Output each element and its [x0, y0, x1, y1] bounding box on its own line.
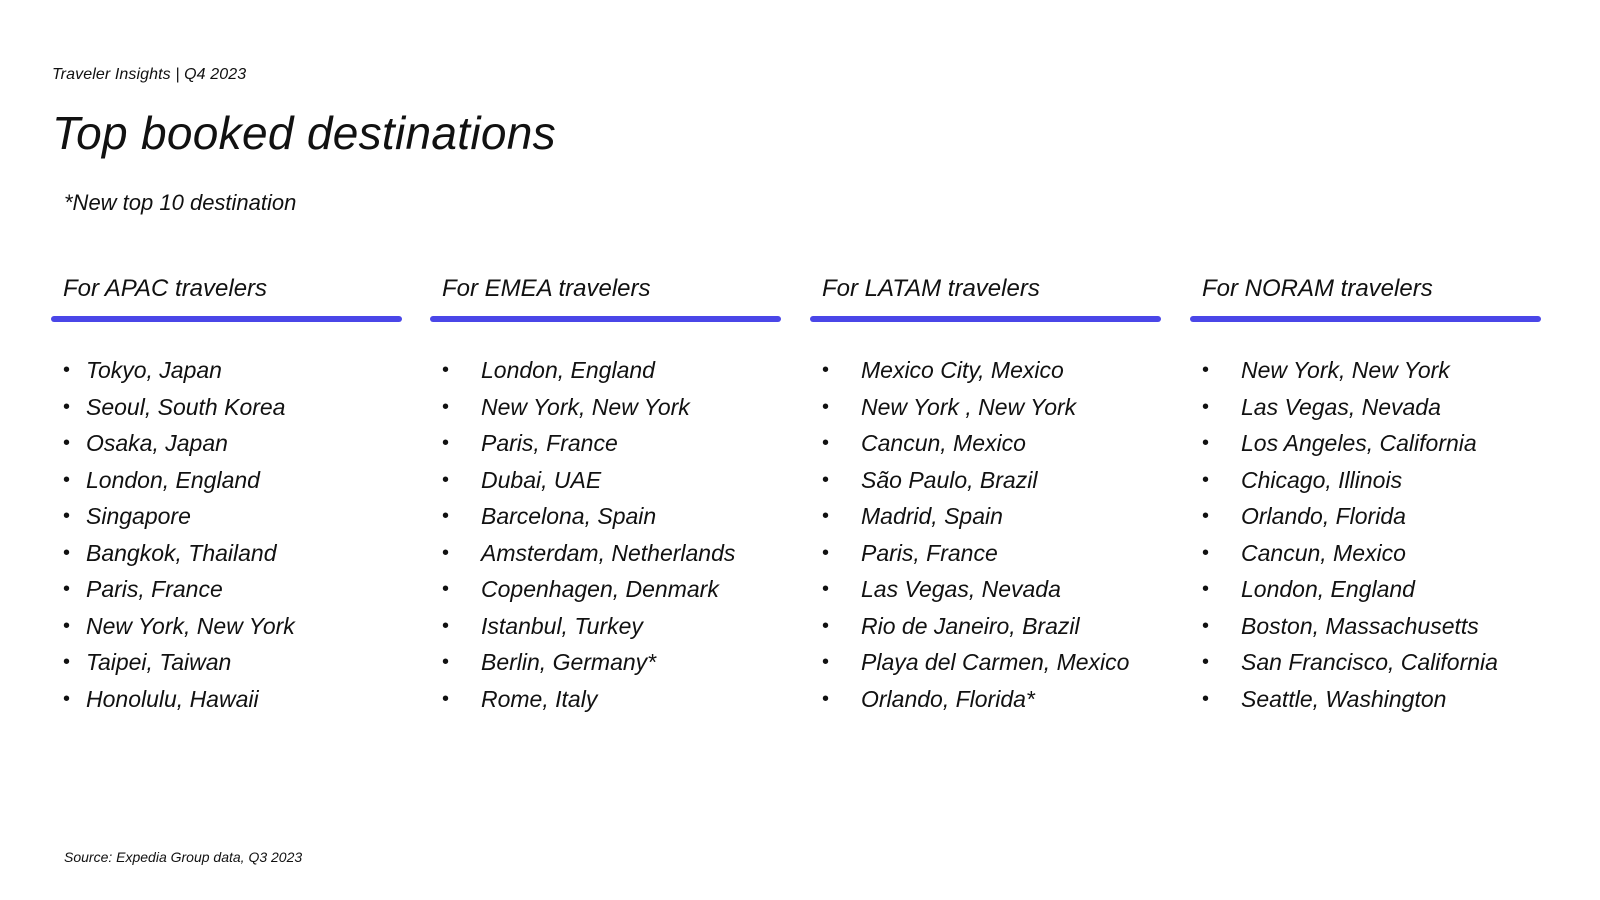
destination-item: [430, 644, 781, 681]
destination-label: San Francisco, California: [1241, 649, 1498, 675]
destination-item: [810, 644, 1161, 681]
destination-item: [810, 571, 1161, 608]
destination-item: [430, 462, 781, 499]
source-footnote: Source: Expedia Group data, Q3 2023: [64, 849, 303, 865]
destination-label: New York, New York: [1241, 357, 1450, 383]
destination-label: Rio de Janeiro, Brazil: [861, 612, 1080, 639]
destination-item: [810, 352, 1161, 389]
destination-label: Playa del Carmen, Mexico: [861, 649, 1130, 675]
destination-list-latam: [810, 352, 1161, 717]
bullet-icon: •: [63, 468, 71, 491]
eyebrow-label: Traveler Insights | Q4 2023: [52, 66, 247, 83]
column-divider: [1190, 316, 1541, 322]
destination-label: London, England: [481, 357, 655, 383]
destination-item: [51, 681, 402, 718]
page-title: Top booked destinations: [52, 107, 556, 159]
destination-item: [1190, 462, 1541, 499]
destination-item: [810, 608, 1161, 645]
bullet-icon: •: [822, 651, 830, 673]
destination-list-noram: [1190, 352, 1541, 717]
bullet-icon: •: [822, 468, 830, 491]
bullet-icon: •: [442, 541, 450, 564]
bullet-icon: •: [442, 505, 450, 527]
destination-item: [1190, 352, 1541, 389]
destination-label: São Paulo, Brazil: [861, 466, 1038, 493]
column-emea: [430, 274, 781, 717]
destination-label: Las Vegas, Nevada: [861, 576, 1061, 602]
destination-label: Chicago, Illinois: [1241, 466, 1403, 493]
bullet-icon: •: [1202, 578, 1210, 600]
destination-label: Tokyo, Japan: [86, 357, 222, 383]
column-heading-emea: For EMEA travelers: [442, 275, 651, 302]
destination-item: [810, 425, 1161, 462]
destination-item: [1190, 498, 1541, 535]
destination-list-emea: [430, 352, 781, 717]
destination-item: [430, 681, 781, 718]
destination-label: Paris, France: [86, 576, 223, 602]
destination-item: [430, 608, 781, 645]
column-latam: [810, 274, 1161, 717]
column-divider: [430, 316, 781, 322]
bullet-icon: •: [442, 395, 450, 418]
bullet-icon: •: [442, 687, 450, 710]
bullet-icon: •: [1202, 651, 1210, 673]
destination-item: [430, 352, 781, 389]
destination-item: [810, 462, 1161, 499]
bullet-icon: •: [822, 395, 830, 418]
destination-item: [810, 389, 1161, 426]
destination-item: [810, 498, 1161, 535]
bullet-icon: •: [63, 359, 71, 381]
bullet-icon: •: [1202, 468, 1210, 491]
destination-label: Osaka, Japan: [86, 430, 228, 456]
destination-item: [51, 644, 402, 681]
destination-label: London, England: [1241, 576, 1415, 602]
destination-item: [51, 352, 402, 389]
bullet-icon: •: [1202, 432, 1210, 454]
bullet-icon: •: [822, 541, 830, 564]
column-divider: [810, 316, 1161, 322]
destination-item: [1190, 681, 1541, 718]
destination-item: [1190, 608, 1541, 645]
bullet-icon: •: [63, 432, 71, 454]
bullet-icon: •: [63, 505, 71, 527]
destination-item: [430, 535, 781, 572]
destination-label: Dubai, UAE: [481, 466, 602, 493]
bullet-icon: •: [822, 505, 830, 527]
destination-label: Orlando, Florida*: [861, 685, 1035, 712]
destination-label: Berlin, Germany*: [481, 649, 657, 675]
bullet-icon: •: [442, 614, 450, 637]
destination-item: [51, 498, 402, 535]
bullet-icon: •: [1202, 541, 1210, 564]
bullet-icon: •: [1202, 359, 1210, 381]
destination-item: [51, 389, 402, 426]
destination-label: Barcelona, Spain: [481, 503, 657, 529]
destination-label: New York, New York: [86, 612, 295, 639]
column-apac: [51, 274, 402, 717]
bullet-icon: •: [822, 432, 830, 454]
bullet-icon: •: [63, 578, 71, 600]
bullet-icon: •: [1202, 505, 1210, 527]
destination-item: [1190, 389, 1541, 426]
bullet-icon: •: [63, 541, 71, 564]
destination-item: [810, 535, 1161, 572]
destination-item: [430, 389, 781, 426]
destination-item: [1190, 425, 1541, 462]
destination-label: London, England: [86, 466, 260, 493]
destination-item: [51, 608, 402, 645]
destination-item: [430, 498, 781, 535]
column-heading-apac: For APAC travelers: [63, 275, 268, 302]
column-heading-noram: For NORAM travelers: [1202, 275, 1433, 302]
destination-label: Las Vegas, Nevada: [1241, 393, 1441, 420]
destination-list-apac: [51, 352, 402, 717]
destination-label: Bangkok, Thailand: [86, 539, 277, 566]
column-heading-latam: For LATAM travelers: [822, 275, 1040, 302]
destination-label: New York, New York: [481, 393, 690, 420]
bullet-icon: •: [822, 578, 830, 600]
destination-item: [51, 425, 402, 462]
destination-item: [810, 681, 1161, 718]
destination-label: Mexico City, Mexico: [861, 357, 1064, 383]
destination-label: Los Angeles, California: [1241, 430, 1477, 456]
destination-label: Madrid, Spain: [861, 503, 1003, 529]
destination-label: Rome, Italy: [481, 685, 598, 712]
bullet-icon: •: [63, 614, 71, 637]
destination-item: [1190, 571, 1541, 608]
bullet-icon: •: [442, 359, 450, 381]
new-destination-note: *New top 10 destination: [64, 190, 297, 215]
destination-item: [51, 462, 402, 499]
destination-label: Honolulu, Hawaii: [86, 685, 259, 712]
destination-label: Taipei, Taiwan: [86, 649, 232, 675]
column-noram: [1190, 274, 1541, 717]
destination-label: Copenhagen, Denmark: [481, 576, 719, 602]
destination-label: Istanbul, Turkey: [481, 612, 643, 639]
bullet-icon: •: [822, 614, 830, 637]
destination-item: [51, 571, 402, 608]
destination-label: Cancun, Mexico: [861, 430, 1026, 456]
bullet-icon: •: [63, 651, 71, 673]
bullet-icon: •: [442, 651, 450, 673]
bullet-icon: •: [442, 432, 450, 454]
destination-label: Singapore: [86, 503, 191, 529]
destination-item: [1190, 535, 1541, 572]
bullet-icon: •: [442, 578, 450, 600]
destination-label: Orlando, Florida: [1241, 503, 1406, 529]
column-divider: [51, 316, 402, 322]
destination-item: [430, 425, 781, 462]
destination-label: Paris, France: [861, 539, 998, 566]
bullet-icon: •: [822, 687, 830, 710]
destination-item: [430, 571, 781, 608]
bullet-icon: •: [1202, 395, 1210, 418]
bullet-icon: •: [822, 359, 830, 381]
bullet-icon: •: [442, 468, 450, 491]
destination-item: [51, 535, 402, 572]
destination-label: Boston, Massachusetts: [1241, 612, 1479, 639]
bullet-icon: •: [1202, 687, 1210, 710]
destination-label: Amsterdam, Netherlands: [481, 539, 736, 566]
destination-label: Paris, France: [481, 430, 618, 456]
bullet-icon: •: [1202, 614, 1210, 637]
destination-label: Cancun, Mexico: [1241, 539, 1406, 566]
destination-label: Seoul, South Korea: [86, 393, 286, 420]
destination-label: New York , New York: [861, 393, 1077, 420]
destination-label: Seattle, Washington: [1241, 685, 1447, 712]
bullet-icon: •: [63, 395, 71, 418]
destination-item: [1190, 644, 1541, 681]
bullet-icon: •: [63, 687, 71, 710]
